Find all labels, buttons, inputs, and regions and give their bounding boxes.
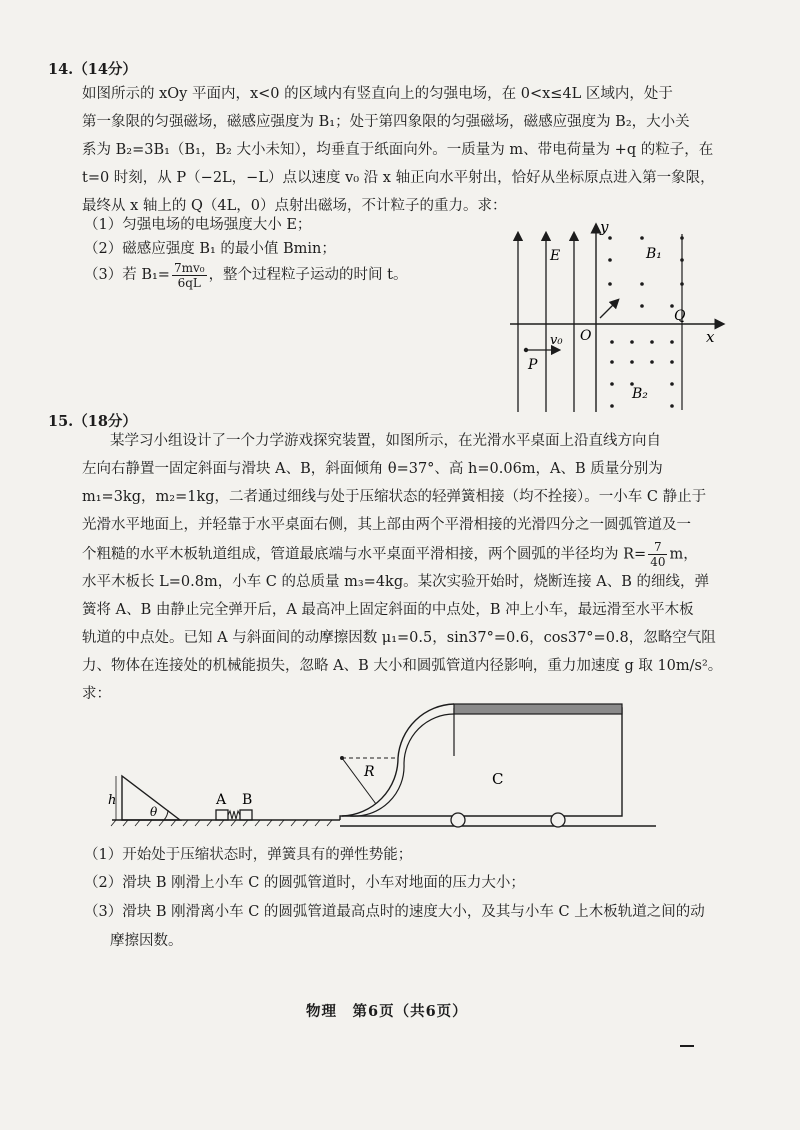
q14-sub3-suffix: ，整个过程粒子运动的时间 t。 xyxy=(208,267,408,283)
arc-center xyxy=(340,756,344,760)
q15-text-line: m₁=3kg，m₂=1kg，二者通过细线与处于压缩状态的轻弹簧相接（均不拴接）。一小车 C 静止于 xyxy=(82,489,707,505)
origin-label: O xyxy=(580,328,592,344)
spring xyxy=(228,811,240,819)
fraction-denominator: 6qL xyxy=(177,275,201,290)
wooden-board xyxy=(454,704,622,714)
q15-text-line: 水平木板长 L=0.8m，小车 C 的总质量 m₃=4kg。某次实验开始时，烧断连接 A、B 的细线，弹 xyxy=(82,574,709,590)
block-b xyxy=(240,810,252,820)
b2-label: B₂ xyxy=(632,386,648,402)
q15-text-line xyxy=(82,540,698,569)
block-a xyxy=(216,810,228,820)
q15-line5-prefix: 个粗糙的水平木板轨道组成，管道最底端与水平桌面平滑相接，两个圆弧的半径均为 R= xyxy=(82,546,647,563)
radius-label: R xyxy=(364,764,375,780)
q14-sub2: （2）磁感应强度 B₁ 的最小值 Bmin； xyxy=(84,241,336,257)
q14-text-line: t=0 时刻，从 P（−2L，−L）点以速度 v₀ 沿 x 轴正向水平射出，恰好从坐标原点进入第一象限， xyxy=(82,170,715,186)
wheel-left xyxy=(451,813,465,827)
q14-text-line: 第一象限的匀强磁场，磁感应强度为 B₁；处于第四象限的匀强磁场，磁感应强度为 B₂，大小关 xyxy=(82,114,690,130)
height-label: h xyxy=(108,793,117,808)
b1-label: B₁ xyxy=(646,246,662,262)
q14-number: 14.（14分） xyxy=(48,61,137,78)
cart-body xyxy=(340,708,622,820)
radius-fraction xyxy=(648,540,667,569)
point-p xyxy=(524,348,528,352)
q15-text-line: 求： xyxy=(82,686,111,702)
e-field-label: E xyxy=(550,248,561,264)
q14-field-diagram xyxy=(508,214,730,416)
q15-apparatus-diagram xyxy=(108,696,660,836)
q15-text-line: 轨道的中点处。已知 A 与斜面间的动摩擦因数 μ₁=0.5，sin37°=0.6，cos37°=0.8，忽略空气阻 xyxy=(82,630,716,646)
page-footer: 物理 第6页（共6页） xyxy=(306,1003,468,1020)
q14-text-line: 系为 B₂=3B₁（B₁，B₂ 大小未知），均垂直于纸面向外。一质量为 m、带电荷量为 +q 的粒子，在 xyxy=(82,142,714,158)
q15-number: 15.（18分） xyxy=(48,413,137,430)
q15-text-line: 左向右静置一固定斜面与滑块 A、B，斜面倾角 θ=37°、高 h=0.06m，A、B 质量分别为 xyxy=(82,461,663,477)
fraction-denominator: 40 xyxy=(650,555,666,569)
corner-dash xyxy=(680,1045,694,1047)
fraction-numerator: 7mv₀ xyxy=(173,260,205,275)
q14-text-line: 最终从 x 轴上的 Q（4L，0）点射出磁场，不计粒子的重力。求： xyxy=(82,198,507,214)
q15-sub3-continued: 摩擦因数。 xyxy=(110,933,183,949)
q15-text-line: 力、物体在连接处的机械能损失，忽略 A、B 大小和圆弧管道内径影响，重力加速度 g 取 10m/s²。 xyxy=(82,658,723,674)
q15-sub3: （3）滑块 B 刚滑离小车 C 的圆弧管道最高点时的速度大小，及其与小车 C 上木板轨道之间的动 xyxy=(84,904,705,920)
q15-line5-suffix: m， xyxy=(669,546,698,563)
q15-text-line: 簧将 A、B 由静止完全弹开后，A 最高冲上固定斜面的中点处，B 冲上小车，最远滑至水平木板 xyxy=(82,602,694,618)
q14-sub3 xyxy=(84,260,408,290)
q14-text-line: 如图所示的 xOy 平面内，x<0 的区域内有竖直向上的匀强电场，在 0<x≤4L 区域内，处于 xyxy=(82,86,673,102)
upper-arc-inner xyxy=(404,714,454,764)
wheel-right xyxy=(551,813,565,827)
fraction-numerator: 7 xyxy=(648,540,667,555)
q14-sub1: （1）匀强电场的电场强度大小 E； xyxy=(84,217,312,233)
theta-label: θ xyxy=(150,805,158,819)
entry-arrow xyxy=(600,302,616,318)
block-a-label: A xyxy=(216,792,227,808)
cart-c-label: C xyxy=(492,770,504,788)
q-point-label: Q xyxy=(674,308,686,324)
q15-sub1: （1）开始处于压缩状态时，弹簧具有的弹性势能； xyxy=(84,847,413,863)
x-axis-label: x xyxy=(706,328,715,346)
q15-text-line: 光滑水平地面上，并轻靠于水平桌面右侧，其上部由两个平滑相接的光滑四分之一圆弧管道及一 xyxy=(82,517,691,533)
v0-label: v₀ xyxy=(550,333,563,348)
q15-sub2: （2）滑块 B 刚滑上小车 C 的圆弧管道时，小车对地面的压力大小； xyxy=(84,875,525,891)
block-b-label: B xyxy=(242,792,253,808)
table-hatch xyxy=(111,820,332,826)
q14-sub3-prefix: （3）若 B₁= xyxy=(84,267,170,283)
angle-arc xyxy=(164,810,168,820)
y-axis-label: y xyxy=(600,218,609,236)
p-point-label: P xyxy=(528,357,538,373)
q14-sub3-fraction xyxy=(172,261,207,290)
q15-text-line: 某学习小组设计了一个力学游戏探究装置，如图所示，在光滑水平桌面上沿直线方向自 xyxy=(110,433,661,449)
